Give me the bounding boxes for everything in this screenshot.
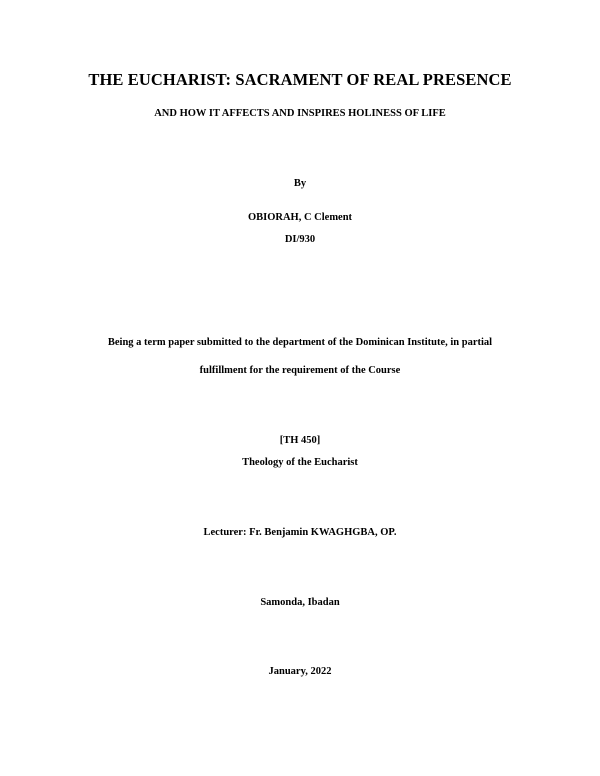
document-subtitle: AND HOW IT AFFECTS AND INSPIRES HOLINESS OF LIFE bbox=[154, 108, 446, 119]
purpose-statement-line-2: fulfillment for the requirement of the Course bbox=[199, 365, 401, 376]
registration-number: DI/930 bbox=[284, 234, 316, 245]
lecturer-name: Lecturer: Fr. Benjamin KWAGHGBA, OP. bbox=[203, 527, 397, 538]
by-label: By bbox=[293, 178, 307, 189]
purpose-statement-line-1: Being a term paper submitted to the department of the Dominican Institute, in partial bbox=[107, 337, 493, 348]
place: Samonda, Ibadan bbox=[260, 597, 340, 608]
submission-date: January, 2022 bbox=[268, 666, 332, 677]
document-title: THE EUCHARIST: SACRAMENT OF REAL PRESENCE bbox=[88, 70, 512, 89]
author-name: OBIORAH, C Clement bbox=[247, 212, 353, 223]
course-title: Theology of the Eucharist bbox=[242, 457, 358, 468]
course-code: [TH 450] bbox=[279, 435, 321, 446]
